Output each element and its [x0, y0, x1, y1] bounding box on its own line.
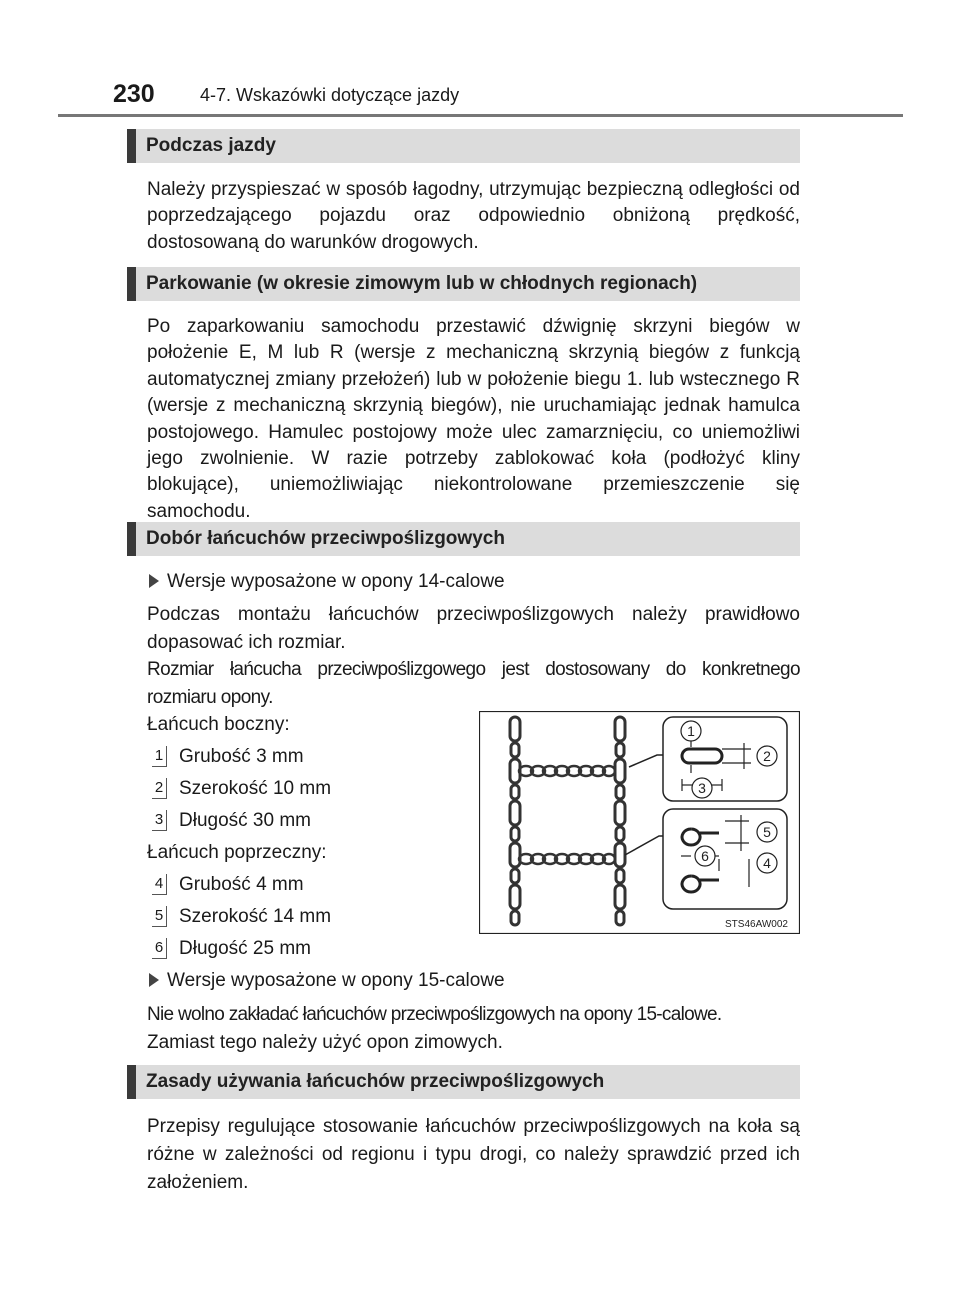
- paragraph-parking: Po zaparkowaniu samochodu przestawić dźwignię skrzyni biegów w położenie E, M lub R (wersje z mechaniczną skrzynią biegów z funkcją automatycznej zmiany przełożeń) lub w położenie biegu 1. lub wstecznego R (wersje z mechaniczną skrzynią biegów), nie uruchamiając jednak hamulca postojowego. Hamulec postojowy może ulec zamarznięciu, co uniemożliwi jego zwolnienie. W razie potrzeby zablokować koła (podłożyć kliny blokujące), uniemożliwiając niekontrolowane przemieszczenie się samochodu.: [147, 316, 800, 522]
- callout-4: 4: [763, 855, 771, 871]
- section-heading-parking: [127, 267, 800, 301]
- paragraph-chain-rules: Przepisy regulujące stosowanie łańcuchów przeciwpoślizgowych na koła są różne w zależności od regionu i typu drogi, co należy sprawdzić przed ich założeniem.: [147, 1116, 800, 1193]
- callout-6: 6: [701, 848, 709, 864]
- bullet-text: Wersje wyposażone w opony 14-calowe: [167, 571, 505, 592]
- callout-2: 2: [763, 748, 771, 764]
- spec-text: Szerokość 14 mm: [179, 906, 332, 927]
- spec-item: [152, 936, 311, 962]
- spec-text: Długość 30 mm: [179, 810, 311, 831]
- triangle-bullet-icon: [149, 574, 159, 588]
- header-divider: [58, 114, 903, 117]
- cross-chain-label: Łańcuch poprzeczny:: [147, 842, 327, 863]
- spec-item: [152, 808, 311, 834]
- paragraph-chain-fit: Podczas montażu łańcuchów przeciwpoślizgowych należy prawidłowo dopasować ich rozmiar.: [147, 604, 800, 653]
- section-title: Podczas jazdy: [146, 135, 276, 156]
- paragraph-chain-size: Rozmiar łańcucha przeciwpoślizgowego jest dostosowany do konkretnego rozmiaru opony.: [147, 659, 800, 708]
- figure-code: STS46AW002: [725, 919, 788, 930]
- section-title: Dobór łańcuchów przeciwpoślizgowych: [146, 528, 505, 549]
- spec-item: [152, 904, 331, 930]
- bullet-14-inch: [149, 569, 505, 595]
- snow-chain-figure: [479, 711, 800, 934]
- spec-number: 4: [152, 874, 167, 895]
- triangle-bullet-icon: [149, 973, 159, 987]
- paragraph-no-chains: Nie wolno zakładać łańcuchów przeciwpoślizgowych na opony 15-calowe.: [147, 1004, 722, 1025]
- callout-5: 5: [763, 824, 771, 840]
- spec-number: 1: [152, 746, 167, 767]
- bullet-15-inch: [149, 968, 505, 994]
- section-heading-driving: [127, 129, 800, 163]
- spec-item: [152, 776, 331, 802]
- spec-number: 5: [152, 906, 167, 927]
- page-number: 230: [113, 80, 155, 108]
- spec-text: Długość 25 mm: [179, 938, 311, 959]
- spec-text: Grubość 3 mm: [179, 746, 304, 767]
- side-chain-label: Łańcuch boczny:: [147, 714, 290, 735]
- paragraph-winter-tyres: Zamiast tego należy użyć opon zimowych.: [147, 1032, 503, 1053]
- spec-text: Grubość 4 mm: [179, 874, 304, 895]
- callout-3: 3: [698, 780, 706, 796]
- spec-item: [152, 744, 304, 770]
- bullet-text: Wersje wyposażone w opony 15-calowe: [167, 970, 505, 991]
- section-heading-chain-rules: [127, 1065, 800, 1099]
- spec-number: 2: [152, 778, 167, 799]
- section-heading-chain-selection: [127, 522, 800, 556]
- spec-text: Szerokość 10 mm: [179, 778, 332, 799]
- paragraph-driving: Należy przyspieszać w sposób łagodny, utrzymując bezpieczną odległości od poprzedzającego pojazdu oraz odpowiednio obniżoną prędkość, dostosowaną do warunków drogowych.: [147, 179, 800, 253]
- callout-1: 1: [687, 723, 695, 739]
- chapter-title: 4-7. Wskazówki dotyczące jazdy: [200, 85, 460, 105]
- spec-number: 6: [152, 938, 167, 959]
- section-title: Parkowanie (w okresie zimowym lub w chłodnych regionach): [146, 273, 698, 294]
- section-title: Zasady używania łańcuchów przeciwpoślizgowych: [146, 1071, 605, 1092]
- spec-number: 3: [152, 810, 167, 831]
- spec-item: [152, 872, 304, 898]
